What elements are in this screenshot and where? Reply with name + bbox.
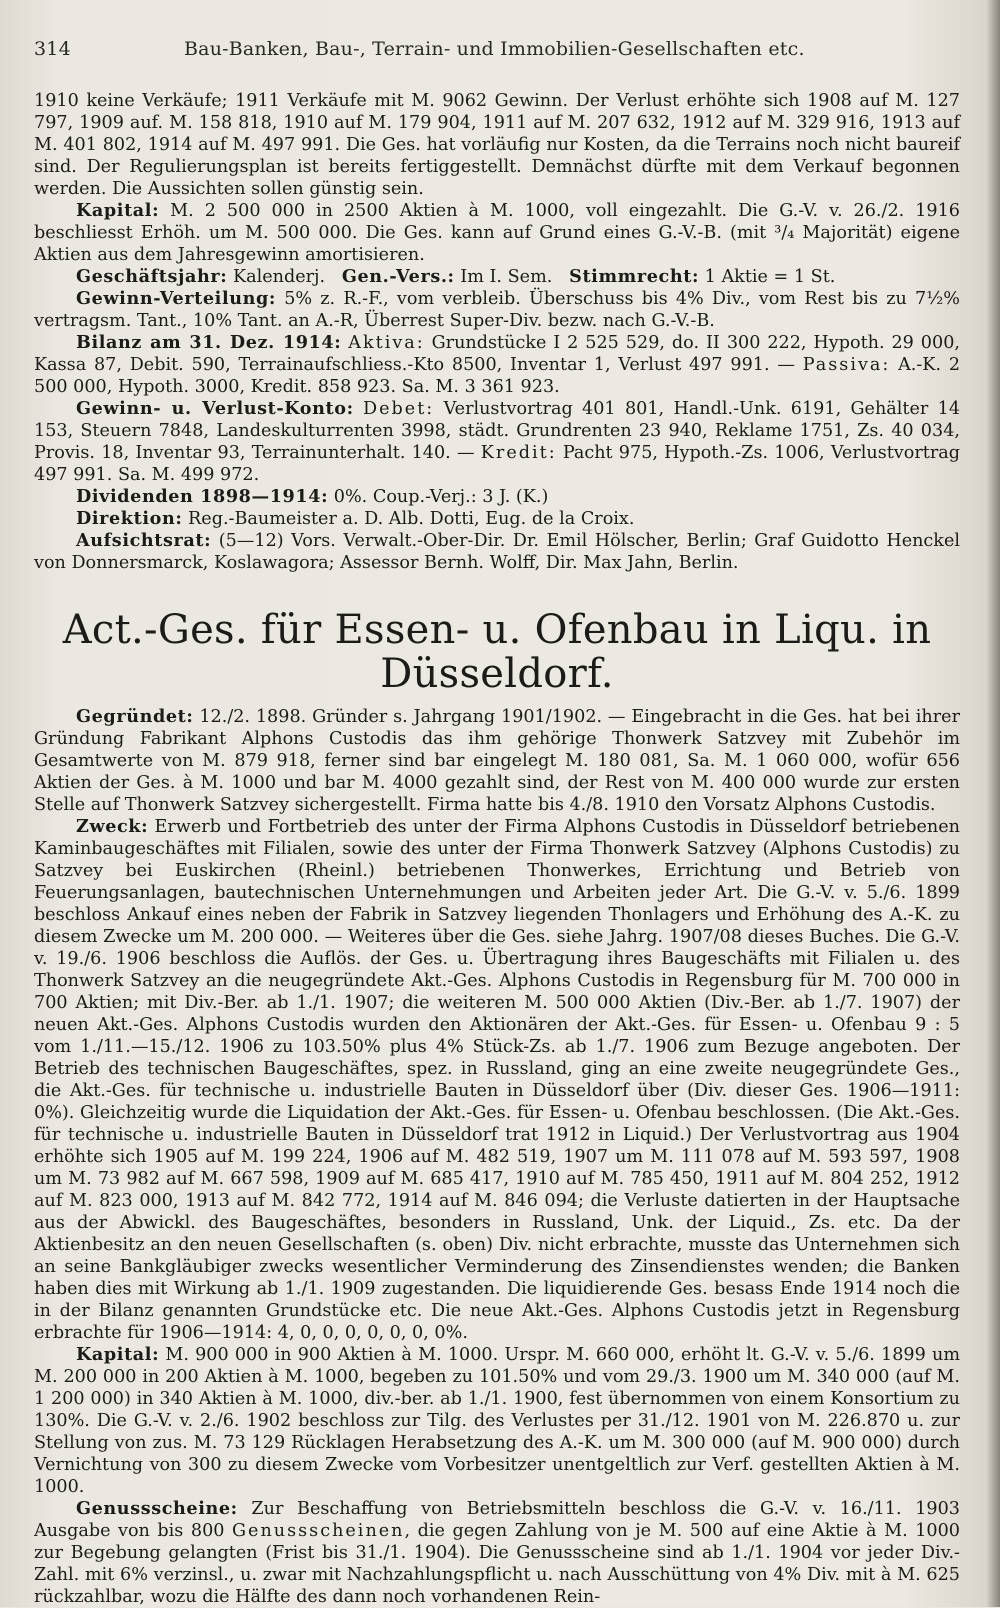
direktion-text: Reg.-Baumeister a. D. Alb. Dotti, Eug. de la Croix. <box>182 509 635 529</box>
aktiva-label: Aktiva: <box>348 333 425 353</box>
debet-label: Debet: <box>363 399 435 419</box>
stimmrecht-text: 1 Aktie = 1 St. <box>699 267 836 287</box>
gewinnverteilung-label: Gewinn-Verteilung: <box>76 288 277 309</box>
kapital2-text: M. 900 000 in 900 Aktien à M. 1000. Urspr. M. 660 000, erhöht lt. G.-V. v. 5./6. 1899 um M. 200 000 in 200 Aktien à M. 1000, begeben zu 101.50% und vom 29./3. 1900 um M. 340 000 (auf M. 1 200 000) in 340 Aktien à M. 1000, div.-ber. ab 1./1. 1900, fest übernommen von einem Konsortium zu 130%. Die G.-V. v. 2./6. 1902 beschloss zur Tilg. des Verlustes per 31./12. 1901 von M. 226.870 u. zur Stellung von zus. M. 73 129 Rücklagen Herabsetzung des A.-K. um M. 300 000 (auf M. 900 000) durch Vernichtung von 300 zu diesem Zwecke vom Vorbesitzer unentgeltlich zur Verf. gestellten Aktien à M. 1000. <box>34 1345 960 1497</box>
kapital-label: Kapital: <box>76 200 160 221</box>
genvers-text: Im I. Sem. <box>454 267 553 287</box>
dividenden-label: Dividenden 1898—1914: <box>76 486 329 507</box>
gegruendet-paragraph <box>34 706 960 816</box>
debet-text: Verlustvortrag 401 801, Handl.-Unk. 6191, Gehälter 14 153, Steuern 7848, Landeskulturrenten 3998, städt. Grundrenten 23 940, Reklame 1751, Zs. 40 034, Provis. 18, Inventar 93, Terrainunterhalt. 140. — <box>34 399 961 463</box>
page-edge-shadow <box>986 0 1000 1607</box>
genussscheine-spaced-word: Genussscheinen <box>232 1521 405 1541</box>
genussscheine-paragraph <box>34 1498 960 1608</box>
gvkonto-label: Gewinn- u. Verlust-Konto: <box>76 398 354 419</box>
intro-paragraph <box>34 90 960 200</box>
gvkonto-paragraph <box>34 398 960 486</box>
stimmrecht-label: Stimmrecht: <box>569 266 700 287</box>
dividenden-text: 0%. Coup.-Verj.: 3 J. (K.) <box>328 487 549 507</box>
geschaeftsjahr-paragraph <box>34 266 960 288</box>
direktion-paragraph <box>34 508 960 530</box>
running-head <box>34 38 960 60</box>
page-number: 314 <box>34 38 71 60</box>
aufsichtsrat-label: Aufsichtsrat: <box>76 530 212 551</box>
kredit-label: Kredit: <box>480 443 557 463</box>
aufsichtsrat-paragraph <box>34 530 960 574</box>
zweck-label: Zweck: <box>76 816 149 837</box>
gewinnverteilung-text: 5% z. R.-F., vom verbleib. Überschuss bis 4% Div., vom Rest bis zu 7½% vertragsm. Tant., 10% Tant. an A.-R, Überrest Super-Div. bezw. nach G.-V.-B. <box>34 289 960 331</box>
aktiva-text: Grundstücke I 2 525 529, do. II 300 222, Hypoth. 29 000, Kassa 87, Debit. 590, Terrainaufschliess.-Kto 8500, Inventar 1, Verlust 497 991. — <box>34 333 960 375</box>
running-head-title: Bau-Banken, Bau-, Terrain- und Immobilien-Gesellschaften etc. <box>184 38 805 60</box>
passiva-text: A.-K. 2 500 000, Hypoth. 3000, Kredit. 858 923. Sa. M. 3 361 923. <box>34 355 961 397</box>
company-title: Act.-Ges. für Essen- u. Ofenbau in Liqu. in Düsseldorf. <box>62 607 932 697</box>
genussscheine-text-2: , die gegen Zahlung von je M. 500 auf eine Aktie à M. 1000 zur Begebung gelangten (Frist bis 31./1. 1904). Die Genussscheine sind ab 1./1. 1904 vor jeder Div.-Zahl. mit 6% verzinsl., u. zwar mit Nachzahlungspflicht u. nach Ausschüttung von 4% Div. mit à M. 625 rückzahlbar, wozu die Hälfte des dann noch vorhandenen Rein- <box>34 1521 960 1607</box>
kapital2-paragraph <box>34 1344 960 1498</box>
passiva-label: Passiva: <box>802 355 891 375</box>
bilanz-label: Bilanz am 31. Dez. 1914: <box>76 332 342 353</box>
genussscheine-text-1: Zur Beschaffung von Betriebsmitteln beschloss die G.-V. v. 16./11. 1903 Ausgabe von bis 800 <box>34 1499 960 1541</box>
geschaeftsjahr-text: Kalenderj. <box>227 267 326 287</box>
genvers-label: Gen.-Vers.: <box>341 266 455 287</box>
geschaeftsjahr-label: Geschäftsjahr: <box>76 266 228 287</box>
zweck-paragraph <box>34 816 960 1344</box>
direktion-label: Direktion: <box>76 508 183 529</box>
bilanz-paragraph <box>34 332 960 398</box>
dividenden-paragraph <box>34 486 960 508</box>
genussscheine-label: Genussscheine: <box>76 1498 238 1519</box>
kredit-text: Pacht 975, Hypoth.-Zs. 1006, Verlustvortrag 497 991. Sa. M. 499 972. <box>34 443 960 485</box>
kapital2-label: Kapital: <box>76 1344 160 1365</box>
gegruendet-label: Gegründet: <box>76 706 194 727</box>
intro-text: 1910 keine Verkäufe; 1911 Verkäufe mit M. 9062 Gewinn. Der Verlust erhöhte sich 1908 auf M. 127 797, 1909 auf. M. 158 818, 1910 auf M. 179 904, 1911 auf M. 207 632, 1912 auf M. 329 916, 1913 auf M. 401 802, 1914 auf M. 497 991. Die Ges. hat vorläufig nur Kosten, da die Terrains noch nicht baureif sind. Der Regulierungsplan ist bereits fertiggestellt. Demnächst dürfte mit dem Verkauf begonnen werden. Die Aussichten sollen günstig sein. <box>34 91 960 199</box>
kapital-paragraph <box>34 200 960 266</box>
aufsichtsrat-text: (5—12) Vors. Verwalt.-Ober-Dir. Dr. Emil Hölscher, Berlin; Graf Guidotto Henckel von Donnersmarck, Koslawagora; Assessor Bernh. Wolff, Dir. Max Jahn, Berlin. <box>34 531 960 573</box>
gewinnverteilung-paragraph <box>34 288 960 332</box>
kapital-text: M. 2 500 000 in 2500 Aktien à M. 1000, voll eingezahlt. Die G.-V. v. 26./2. 1916 beschliesst Erhöh. um M. 500 000. Die Ges. kann auf Grund eines G.-V.-B. (mit ³/₄ Majorität) eigene Aktien aus dem Jahresgewinn amortisieren. <box>34 201 960 265</box>
gegruendet-text: 12./2. 1898. Gründer s. Jahrgang 1901/1902. — Eingebracht in die Ges. hat bei ihrer Gründung Fabrikant Alphons Custodis das ihm gehörige Thonwerk Satzvey mit Zubehör im Gesamtwerte von M. 879 918, ferner sind bar eingelegt M. 180 081, Sa. M. 1 060 000, wofür 656 Aktien der Ges. à M. 1000 und bar M. 4000 gezahlt sind, der Rest von M. 400 000 wurde zur ersten Stelle auf Thonwerk Satzvey sichergestellt. Firma hatte bis 4./8. 1910 den Vorsatz Alphons Custodis. <box>34 707 960 815</box>
zweck-text: Erwerb und Fortbetrieb des unter der Firma Alphons Custodis in Düsseldorf betriebenen Kaminbaugeschäftes mit Filialen, sowie des unter der Firma Thonwerk Satzvey (Alphons Custodis) zu Satzvey bei Euskirchen (Rheinl.) betriebenen Thonwerkes, Errichtung und Betrieb von Feuerungsanlagen, bautechnischen Unternehmungen und Arbeiten jeder Art. Die G.-V. v. 5./6. 1899 beschloss Ankauf eines neben der Fabrik in Satzvey liegenden Thonlagers und Erhöhung des A.-K. zu diesem Zwecke um M. 200 000. — Weiteres über die Ges. siehe Jahrg. 1907/08 dieses Buches. Die G.-V. v. 19./6. 1906 beschloss die Auflös. der Ges. u. Übertragung ihres Baugeschäfts mit Filialen u. des Thonwerk Satzvey an die neugegründete Akt.-Ges. Alphons Custodis in Regensburg für M. 700 000 in 700 Aktien; mit Div.-Ber. ab 1./1. 1907; die weiteren M. 500 000 Aktien (Div.-Ber. ab 1./7. 1907) der neuen Akt.-Ges. Alphons Custodis wurden den Aktionären der Akt.-Ges. für Essen- u. Ofenbau 9 : 5 vom 1./11.—15./12. 1906 zu 103.50% plus 4% Stück-Zs. ab 1./7. 1906 zum Bezuge angeboten. Der Betrieb des technischen Baugeschäftes, spez. in Russland, ging an eine zweite neugegründete Ges., die Akt.-Ges. für technische u. industrielle Bauten in Düsseldorf über (Div. dieser Ges. 1906—1911: 0%). Gleichzeitig wurde die Liquidation der Akt.-Ges. für Essen- u. Ofenbau beschlossen. (Die Akt.-Ges. für technische u. industrielle Bauten in Düsseldorf trat 1912 in Liquid.) Der Verlustvortrag aus 1904 erhöhte sich 1905 auf M. 199 224, 1906 auf M. 482 519, 1907 um M. 111 078 auf M. 593 597, 1908 um M. 73 982 auf M. 667 598, 1909 auf M. 685 417, 1910 auf M. 785 450, 1911 auf M. 804 252, 1912 auf M. 823 000, 1913 auf M. 842 772, 1914 auf M. 846 094; die Verluste datierten in der Hauptsache aus der Abwickl. des Baugeschäftes, besonders in Russland, Unk. der Liquid., Zs. etc. Da der Aktienbesitz an den neuen Gesellschaften (s. oben) Div. nicht erbrachte, musste das Unternehmen sich an seine Bankgläubiger zwecks wesentlicher Verminderung des Zinsendienstes wenden; die Banken haben dies mit Wirkung ab 1./1. 1909 zugestanden. Die liquidierende Ges. besass Ende 1914 noch die in der Bilanz genannten Grundstücke etc. Die neue Akt.-Ges. Alphons Custodis jetzt in Regensburg erbrachte für 1906—1914: 4, 0, 0, 0, 0, 0, 0, 0%. <box>34 817 960 1343</box>
